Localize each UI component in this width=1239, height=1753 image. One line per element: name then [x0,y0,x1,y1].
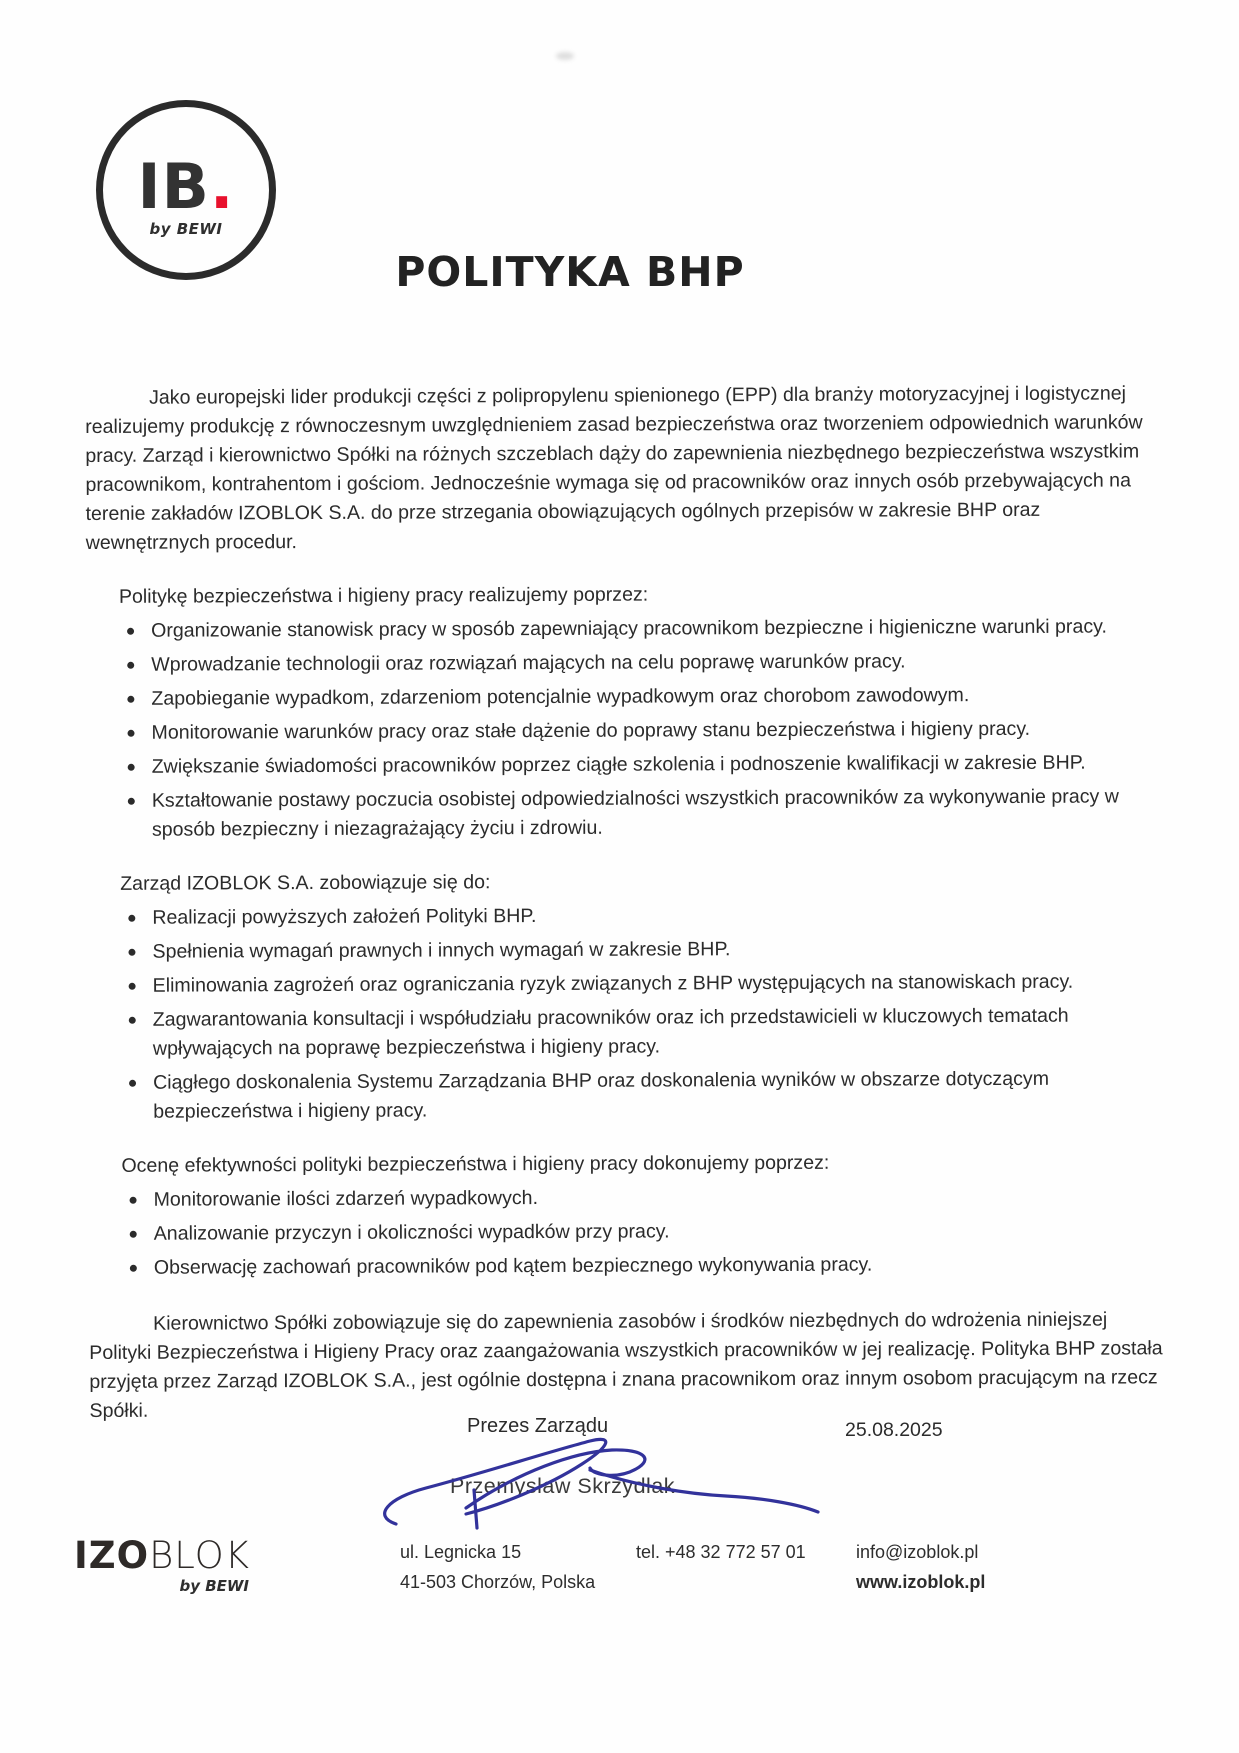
signer-role: Prezes Zarządu [467,1415,609,1437]
logo-izo: IZO [74,1534,150,1577]
logo-byline: by BEWI [149,220,223,238]
footer-contact [856,1537,985,1597]
section-effectiveness-evaluation [88,1147,1163,1283]
website-url: www.izoblok.pl [856,1572,986,1592]
section-policy-realization [86,578,1161,845]
list-item: Monitorowanie ilości zdarzeń wypadkowych. [153,1181,1162,1214]
page-title: POLITYKA BHP [395,248,745,296]
list-item: Organizowanie stanowisk pracy w sposób zapewniający pracownikom bezpieczne i higieniczne warunki pracy. [151,612,1160,645]
signature-date: 25.08.2025 [845,1419,943,1441]
intro-paragraph: Jako europejski lider produkcji części z polipropylenu spienionego (EPP) dla branży motoryzacyjnej i logistycznej realizujemy produkcję z równoczesnym uwzględnieniem zasad bezpieczeństwa oraz tworzeniem odpowiednich warunków pracy. Zarząd i kierownictwo Spółki na różnych szczeblach dąży do zapewnienia niezbędnego bezpieczeństwa wszystkim pracownikom, kontrahentom i gościom. Jednocześnie wymaga się od pracowników oraz innych osób przebywających na terenie zakładów IZOBLOK S.A. do prze strzegania obowiązujących ogólnych przepisów w zakresie BHP oraz wewnętrznych procedur. [85,382,1143,554]
scan-smudge-artifact [556,52,574,60]
footer-logo-byline: by BEWI [179,1577,249,1595]
bullet-list [88,1181,1162,1283]
phone-number: tel. +48 32 772 57 01 [636,1542,806,1562]
logo-monogram: IB. [137,150,235,223]
section-heading: Ocenę efektywności polityki bezpieczeństwa i higieny pracy dokonujemy poprzez: [121,1151,830,1177]
list-item: Zwiększanie świadomości pracowników poprzez ciągłe szkolenia i podnoszenie kwalifikacji w zakresie BHP. [152,748,1161,781]
list-item: Kształtowanie postawy poczucia osobistej odpowiedzialności wszystkich pracowników za wykonywanie pracy w sposób bezpieczny i niezagrażający życiu i zdrowiu. [152,782,1161,844]
closing-paragraph: Kierownictwo Spółki zobowiązuje się do zapewnienia zasobów i środków niezbędnych do wdrożenia niniejszej Polityki Bezpieczeństwa i Higieny Pracy oraz zaangażowania wszystkich pracowników w jej realizację. Polityka BHP została przyjęta przez Zarząd IZOBLOK S.A., jest ogólnie dostępna i znana pracownikom oraz innym osobom pracującym na rzecz Spółki. [89,1308,1163,1422]
handwritten-signature [378,1432,823,1542]
email-address: info@izoblok.pl [856,1542,979,1562]
list-item: Ciągłego doskonalenia Systemu Zarządzania BHP oraz doskonalenia wyników w obszarze dotyczącym bezpieczeństwa i higieny pracy. [153,1064,1162,1126]
logo-blok: BLOK [149,1534,250,1577]
logo-red-dot: . [209,150,235,223]
footer-address [400,1537,595,1597]
list-item: Obserwację zachowań pracowników pod kątem bezpiecznego wykonywania pracy. [154,1249,1163,1282]
list-item: Wprowadzanie technologii oraz rozwiązań mających na celu poprawę warunków pracy. [151,646,1160,679]
bullet-list [86,612,1161,845]
address-line: 41-503 Chorzów, Polska [400,1572,596,1592]
list-item: Eliminowania zagrożeń oraz ograniczania ryzyk związanych z BHP występujących na stanowiskach pracy. [153,967,1162,1000]
section-board-commitments [87,865,1162,1127]
footer-phone [636,1537,806,1567]
section-heading: Politykę bezpieczeństwa i higieny pracy realizujemy poprzez: [118,583,649,608]
list-item: Spełnienia wymagań prawnych i innych wymagań w zakresie BHP. [152,933,1161,966]
bullet-list [87,899,1162,1127]
izoblok-logo [74,1534,249,1595]
list-item: Zagwarantowania konsultacji i współudziału pracowników oraz ich przedstawicieli w kluczowych tematach wpływających na poprawę bezpieczeństwa i higieny pracy. [153,1001,1162,1063]
address-line: ul. Legnicka 15 [400,1542,522,1562]
list-item: Realizacji powyższych założeń Polityki BHP. [152,899,1161,932]
list-item: Analizowanie przyczyn i okoliczności wypadków przy pracy. [154,1215,1163,1248]
document-body [85,379,1164,1426]
signer-name: Przemysław Skrzydlak [450,1474,676,1498]
section-heading: Zarząd IZOBLOK S.A. zobowiązuje się do: [120,871,491,895]
list-item: Zapobieganie wypadkom, zdarzeniom potencjalnie wypadkowym oraz chorobom zawodowym. [151,680,1160,713]
list-item: Monitorowanie warunków pracy oraz stałe dążenie do poprawy stanu bezpieczeństwa i higieny pracy. [151,714,1160,747]
